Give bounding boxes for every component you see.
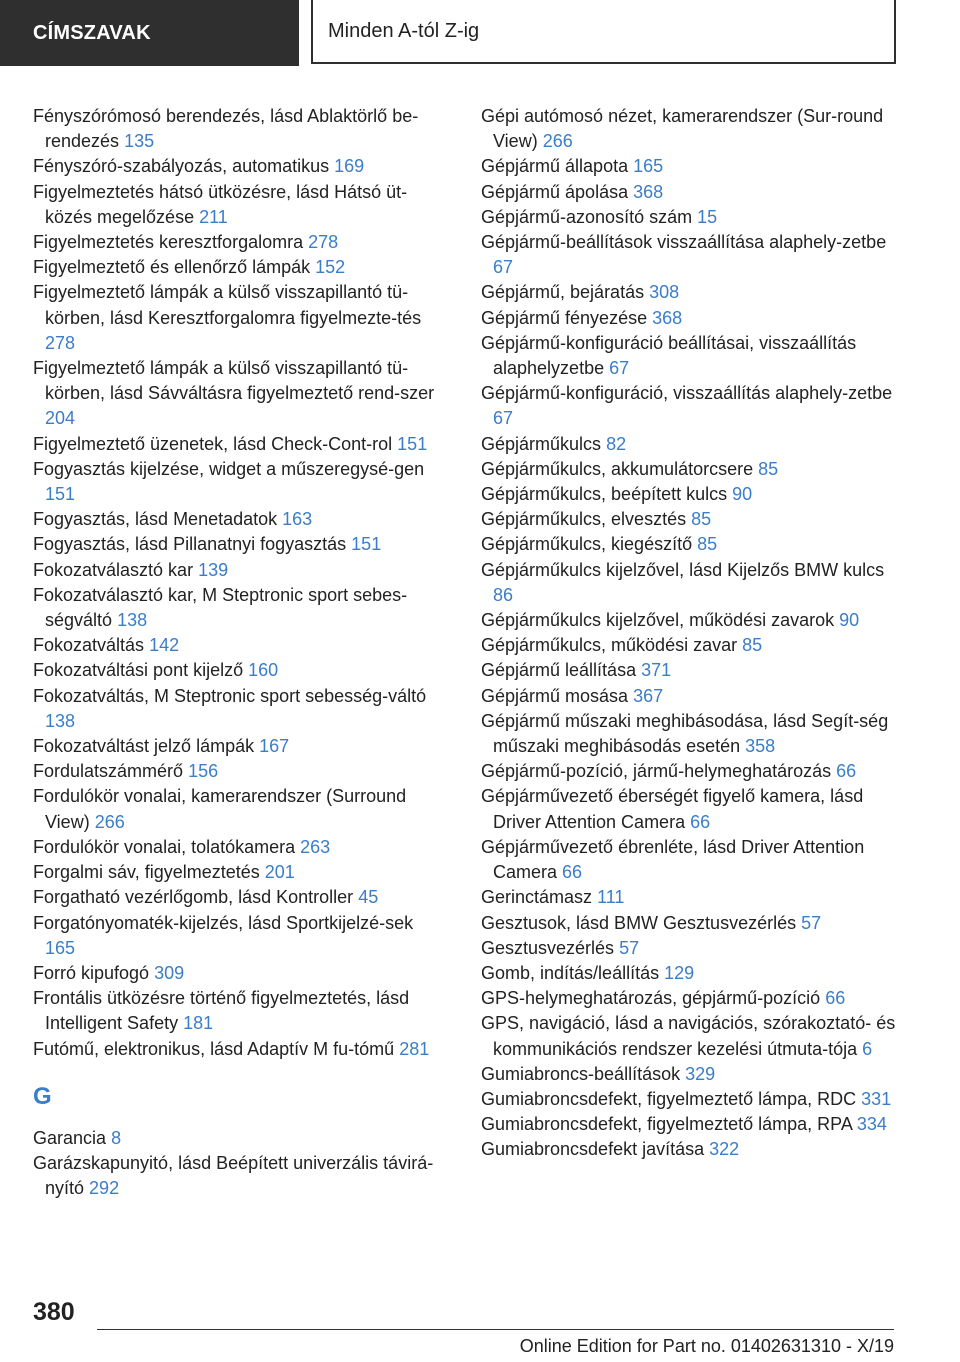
- index-entry: [33, 759, 443, 784]
- entry-term: Gépjármű, bejáratás: [481, 282, 645, 303]
- entry-term: Gépjármű-pozíció, jármű-helymeghatározás: [481, 761, 832, 782]
- entry-term: Fokozatváltás: [33, 635, 145, 656]
- index-entry: [481, 457, 901, 482]
- entry-term: Fogyasztás kijelzése, widget a műszeregysé-gen: [33, 458, 425, 479]
- entry-page-link[interactable]: 263: [300, 836, 331, 857]
- title-tab-label: Minden A-tól Z-ig: [328, 19, 480, 42]
- index-entry: [33, 104, 443, 154]
- entry-page-link[interactable]: 90: [732, 484, 753, 505]
- entry-page-link[interactable]: 85: [691, 509, 712, 530]
- entry-page-link[interactable]: 142: [149, 635, 180, 656]
- left-entries-g-list: [33, 1126, 443, 1202]
- entry-term: Gumiabroncsdefekt, figyelmeztető lámpa, RPA: [481, 1114, 852, 1135]
- index-entry: [481, 507, 901, 532]
- entry-term: Gépjármű műszaki meghibásodása, lásd Segít-ség műszaki meghibásodás esetén: [481, 710, 889, 757]
- index-entry: [33, 658, 443, 683]
- index-entry: [33, 1037, 443, 1062]
- index-entry: [33, 507, 443, 532]
- entry-term: Gépjármű mosása: [481, 685, 629, 706]
- index-entry: [33, 835, 443, 860]
- index-entry: [481, 885, 901, 910]
- entry-term: Gépjármű ápolása: [481, 181, 629, 202]
- section-tab-label: CÍMSZAVAK: [33, 21, 151, 44]
- index-entry: [481, 482, 901, 507]
- entry-page-link[interactable]: 204: [45, 408, 76, 429]
- index-entry: [33, 885, 443, 910]
- index-entry: [33, 860, 443, 885]
- entry-term: Figyelmeztető üzenetek, lásd Check-Cont-rol: [33, 433, 393, 454]
- index-entry: [33, 457, 443, 507]
- entry-term: Gépjármű fényezése: [481, 307, 648, 328]
- entry-page-link[interactable]: 135: [124, 131, 155, 152]
- entry-page-link[interactable]: 57: [801, 912, 822, 933]
- index-entry: [481, 381, 901, 431]
- index-entry: [481, 936, 901, 961]
- entry-term: Fényszórómosó berendezés, lásd Ablaktörlő be-rendezés: [33, 106, 419, 152]
- title-tab[interactable]: [311, 0, 896, 64]
- index-entry: [481, 1137, 901, 1162]
- entry-term: Fokozatváltás, M Steptronic sport sebesség-váltó: [33, 685, 427, 706]
- entry-page-link[interactable]: 163: [282, 509, 313, 530]
- entry-term: Forgalmi sáv, figyelmeztetés: [33, 862, 260, 883]
- index-entry: [481, 986, 901, 1011]
- entry-term: Fokozatváltást jelző lámpák: [33, 736, 255, 757]
- left-entries-list: [33, 104, 443, 1062]
- entry-page-link[interactable]: 151: [397, 433, 428, 454]
- entry-page-link[interactable]: 278: [308, 232, 339, 253]
- entry-page-link[interactable]: 66: [562, 862, 583, 883]
- entry-page-link[interactable]: 67: [609, 358, 630, 379]
- index-entry: [33, 583, 443, 633]
- index-entry: [481, 1112, 901, 1137]
- entry-term: Gépjárműkulcs kijelzővel, lásd Kijelzős BMW kulcs: [481, 559, 885, 580]
- index-entry: [33, 558, 443, 583]
- entry-term: Gépjármű-beállítások visszaállítása alaphely-zetbe: [481, 232, 887, 253]
- index-entry: [33, 684, 443, 734]
- index-entry: [33, 432, 443, 457]
- entry-term: Gépjármű állapota: [481, 156, 629, 177]
- entry-term: Gépjármű leállítása: [481, 660, 637, 681]
- index-entry: [481, 205, 901, 230]
- entry-page-link[interactable]: 156: [188, 761, 219, 782]
- index-entry: [33, 734, 443, 759]
- entry-term: Gépi autómosó nézet, kamerarendszer (Sur-round View): [481, 106, 884, 152]
- entry-term: Gépjárművezető ébrenléte, lásd Driver Attention Camera: [481, 836, 865, 883]
- entry-page-link[interactable]: 66: [836, 761, 857, 782]
- entry-term: Forró kipufogó: [33, 962, 150, 983]
- right-entries-list: [481, 104, 901, 1163]
- entry-page-link[interactable]: 6: [862, 1038, 873, 1059]
- entry-page-link[interactable]: 371: [641, 660, 672, 681]
- entry-term: Figyelmeztető lámpák a külső visszapillantó tü-körben, lásd Sávváltásra figyelmeztető rend-szer: [33, 358, 435, 404]
- entry-term: Gépjárműkulcs: [481, 433, 602, 454]
- entry-page-link[interactable]: 67: [493, 257, 514, 278]
- entry-page-link[interactable]: 292: [89, 1178, 120, 1199]
- index-entry: [481, 306, 901, 331]
- index-entry: [481, 835, 901, 885]
- index-entry: [481, 1011, 901, 1061]
- entry-page-link[interactable]: 66: [690, 811, 711, 832]
- index-column-left: [33, 104, 443, 1201]
- index-entry: [33, 784, 443, 834]
- entry-page-link[interactable]: 165: [633, 156, 664, 177]
- entry-page-link[interactable]: 138: [117, 610, 148, 631]
- index-entry: [33, 255, 443, 280]
- index-entry: [481, 432, 901, 457]
- entry-term: Gumiabroncsdefekt, figyelmeztető lámpa, RDC: [481, 1088, 857, 1109]
- entry-page-link[interactable]: 181: [183, 1013, 214, 1034]
- entry-page-link[interactable]: 85: [758, 458, 779, 479]
- entry-page-link[interactable]: 201: [264, 862, 295, 883]
- entry-term: Gépjárműkulcs, beépített kulcs: [481, 484, 728, 505]
- edition-note: Online Edition for Part no. 01402631310 - X/19: [519, 1336, 894, 1356]
- entry-term: Gesztusvezérlés: [481, 937, 615, 958]
- entry-page-link[interactable]: 86: [493, 584, 514, 605]
- entry-term: Fordulókör vonalai, tolatókamera: [33, 836, 296, 857]
- entry-page-link[interactable]: 129: [664, 962, 695, 983]
- entry-term: Figyelmeztető és ellenőrző lámpák: [33, 257, 311, 278]
- entry-term: Forgatható vezérlőgomb, lásd Kontroller: [33, 887, 354, 908]
- index-entry: [481, 633, 901, 658]
- entry-page-link[interactable]: 67: [493, 408, 514, 429]
- entry-page-link[interactable]: 151: [351, 534, 382, 555]
- index-entry: [33, 532, 443, 557]
- entry-page-link[interactable]: 322: [709, 1139, 740, 1160]
- index-entry: [481, 658, 901, 683]
- entry-term: GPS, navigáció, lásd a navigációs, szórakoztató- és kommunikációs rendszer kezelési útmuta-tója: [481, 1013, 896, 1059]
- entry-term: Figyelmeztetés keresztforgalomra: [33, 232, 304, 253]
- entry-page-link[interactable]: 165: [45, 937, 76, 958]
- entry-term: Gépjárműkulcs, elvesztés: [481, 509, 687, 530]
- index-entry: [481, 154, 901, 179]
- entry-page-link[interactable]: 90: [839, 610, 860, 631]
- index-entry: [481, 784, 901, 834]
- index-entry: [481, 331, 901, 381]
- entry-page-link[interactable]: 152: [315, 257, 346, 278]
- entry-term: Fogyasztás, lásd Menetadatok: [33, 509, 278, 530]
- index-entry: [481, 230, 901, 280]
- entry-term: GPS-helymeghatározás, gépjármű-pozíció: [481, 988, 821, 1009]
- entry-page-link[interactable]: 281: [399, 1038, 430, 1059]
- entry-term: Fordulókör vonalai, kamerarendszer (Surround View): [33, 786, 407, 832]
- entry-page-link[interactable]: 82: [606, 433, 627, 454]
- entry-page-link[interactable]: 85: [697, 534, 718, 555]
- entry-term: Frontális ütközésre történő figyelmeztetés, lásd Intelligent Safety: [33, 988, 410, 1034]
- index-entry: [33, 911, 443, 961]
- entry-page-link[interactable]: 45: [358, 887, 379, 908]
- entry-page-link[interactable]: 309: [154, 962, 185, 983]
- entry-page-link[interactable]: 368: [652, 307, 683, 328]
- entry-term: Fokozatválasztó kar: [33, 559, 194, 580]
- entry-page-link[interactable]: 211: [199, 206, 228, 227]
- entry-term: Gépjárműkulcs kijelzővel, működési zavarok: [481, 610, 835, 631]
- entry-page-link[interactable]: 66: [825, 988, 846, 1009]
- index-entry: [33, 280, 443, 356]
- entry-term: Gépjárművezető éberségét figyelő kamera, lásd Driver Attention Camera: [481, 786, 864, 832]
- index-entry: [481, 608, 901, 633]
- entry-page-link[interactable]: 111: [597, 887, 625, 908]
- entry-term: Futómű, elektronikus, lásd Adaptív M fu-tómű: [33, 1038, 395, 1059]
- index-entry: [33, 154, 443, 179]
- entry-term: Gépjárműkulcs, működési zavar: [481, 635, 738, 656]
- entry-term: Gerinctámasz: [481, 887, 593, 908]
- index-entry: [481, 709, 901, 759]
- entry-page-link[interactable]: 138: [45, 710, 76, 731]
- index-entry: [481, 961, 901, 986]
- entry-page-link[interactable]: 266: [542, 131, 573, 152]
- entry-term: Gépjármű-azonosító szám: [481, 206, 693, 227]
- index-entry: [481, 532, 901, 557]
- entry-term: Gépjárműkulcs, akkumulátorcsere: [481, 458, 754, 479]
- index-entry: [481, 684, 901, 709]
- entry-term: Garancia: [33, 1127, 107, 1148]
- entry-page-link[interactable]: 329: [685, 1063, 716, 1084]
- entry-term: Forgatónyomaték-kijelzés, lásd Sportkijelzé-sek: [33, 912, 414, 933]
- index-entry: [33, 356, 443, 432]
- index-entry: [481, 104, 901, 154]
- entry-term: Fokozatváltási pont kijelző: [33, 660, 244, 681]
- entry-term: Fordulatszámmérő: [33, 761, 184, 782]
- entry-page-link[interactable]: 358: [745, 736, 776, 757]
- entry-page-link[interactable]: 334: [856, 1114, 887, 1135]
- entry-page-link[interactable]: 308: [649, 282, 680, 303]
- index-entry: [481, 911, 901, 936]
- entry-page-link[interactable]: 57: [619, 937, 640, 958]
- index-entry: [481, 180, 901, 205]
- entry-term: Gépjármű-konfiguráció beállításai, visszaállítás alaphelyzetbe: [481, 332, 857, 379]
- index-entry: [33, 1151, 443, 1201]
- index-entry: [481, 759, 901, 784]
- index-entry: [481, 1062, 901, 1087]
- entry-page-link[interactable]: 15: [697, 206, 718, 227]
- entry-page-link[interactable]: 167: [259, 736, 290, 757]
- index-entry: [33, 1126, 443, 1151]
- entry-term: Gomb, indítás/leállítás: [481, 962, 660, 983]
- index-entry: [33, 633, 443, 658]
- index-entry: [481, 558, 901, 608]
- entry-page-link[interactable]: 278: [45, 332, 76, 353]
- index-column-right: [481, 104, 901, 1163]
- entry-page-link[interactable]: 160: [248, 660, 279, 681]
- entry-page-link[interactable]: 8: [111, 1127, 122, 1148]
- entry-page-link[interactable]: 367: [633, 685, 664, 706]
- index-entry: [33, 230, 443, 255]
- entry-page-link[interactable]: 169: [334, 156, 365, 177]
- entry-term: Gesztusok, lásd BMW Gesztusvezérlés: [481, 912, 797, 933]
- entry-page-link[interactable]: 331: [861, 1088, 892, 1109]
- entry-term: Figyelmeztető lámpák a külső visszapillantó tü-körben, lásd Keresztforgalomra figyelmezte-tés: [33, 282, 422, 328]
- entry-term: Fogyasztás, lásd Pillanatnyi fogyasztás: [33, 534, 347, 555]
- section-tab[interactable]: [0, 0, 299, 66]
- index-entry: [33, 961, 443, 986]
- entry-term: Gumiabroncs-beállítások: [481, 1063, 681, 1084]
- index-entry: [481, 280, 901, 305]
- index-entry: [33, 986, 443, 1036]
- entry-page-link[interactable]: 151: [45, 484, 76, 505]
- entry-term: Fokozatválasztó kar, M Steptronic sport sebes-ségváltó: [33, 584, 408, 631]
- entry-term: Gumiabroncsdefekt javítása: [481, 1139, 705, 1160]
- entry-term: Figyelmeztetés hátsó ütközésre, lásd Hátsó üt-közés megelőzése: [33, 181, 408, 227]
- footer-divider: [97, 1329, 894, 1330]
- entry-page-link[interactable]: 139: [198, 559, 229, 580]
- page-header: [0, 0, 960, 68]
- entry-page-link[interactable]: 266: [94, 811, 125, 832]
- entry-term: Fényszóró-szabályozás, automatikus: [33, 156, 330, 177]
- entry-term: Gépjármű-konfiguráció, visszaállítás alaphely-zetbe: [481, 383, 893, 404]
- entry-term: Gépjárműkulcs, kiegészítő: [481, 534, 693, 555]
- index-entry: [481, 1087, 901, 1112]
- entry-page-link[interactable]: 85: [742, 635, 763, 656]
- page-number: 380: [33, 1298, 75, 1326]
- index-entry: [33, 180, 443, 230]
- section-letter-g: G: [33, 1082, 52, 1110]
- entry-page-link[interactable]: 368: [633, 181, 664, 202]
- entry-term: Garázskapunyitó, lásd Beépített univerzális távirá-nyító: [33, 1152, 434, 1199]
